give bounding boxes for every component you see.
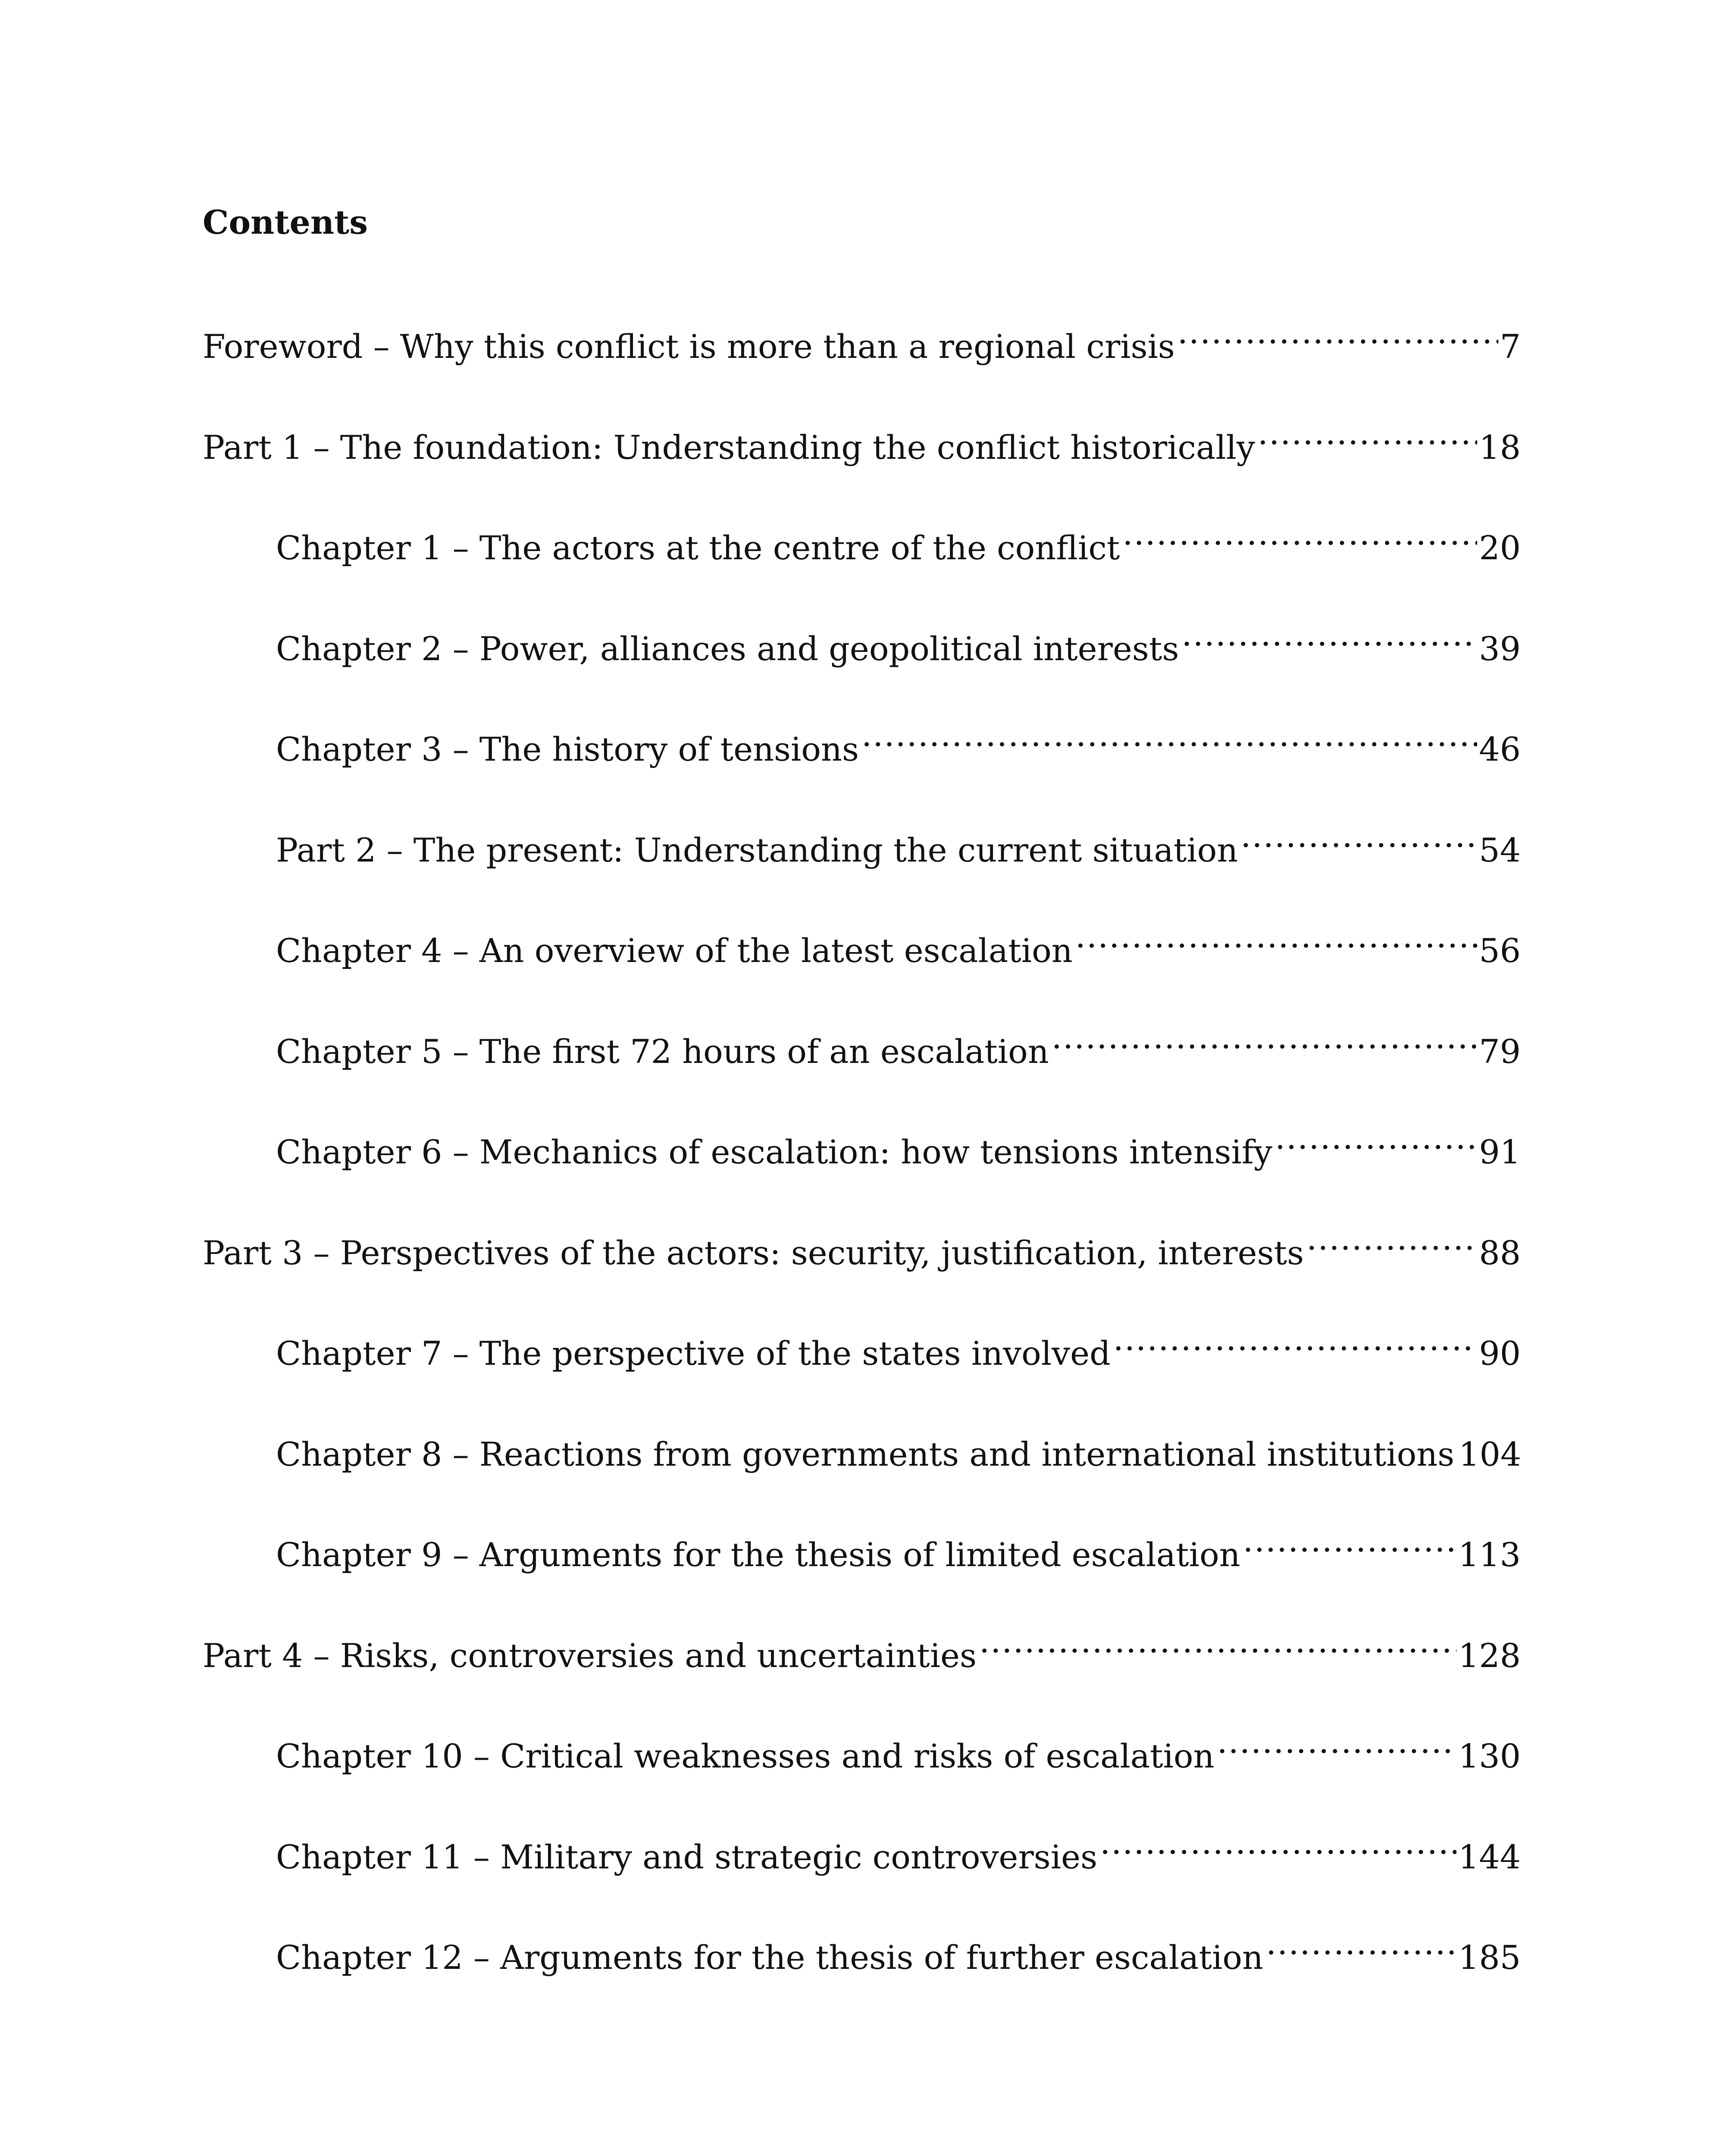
toc-entry-label: Chapter 1 – The actors at the centre of the conflict	[276, 529, 1120, 567]
toc-entry-label: Foreword – Why this conflict is more than a regional crisis	[203, 327, 1175, 366]
toc-entry-label: Chapter 8 – Reactions from governments and international institutions	[276, 1435, 1455, 1473]
toc-entry-label: Chapter 9 – Arguments for the thesis of limited escalation	[276, 1536, 1240, 1574]
dot-leader	[1113, 1313, 1478, 1365]
toc-entry-label: Chapter 4 – An overview of the latest escalation	[276, 931, 1073, 970]
dot-leader	[1178, 306, 1498, 358]
toc-page-number: 144	[1458, 1838, 1521, 1876]
toc-entry[interactable]	[276, 709, 1521, 768]
dot-leader	[1122, 508, 1477, 559]
toc-entry[interactable]	[203, 1213, 1521, 1272]
toc-page-number: 88	[1479, 1234, 1521, 1272]
toc-entry[interactable]	[203, 306, 1521, 366]
toc-entry[interactable]	[276, 1514, 1521, 1574]
toc-entry[interactable]	[203, 407, 1521, 467]
contents-heading: Contents	[203, 203, 368, 241]
toc-entry-label: Chapter 6 – Mechanics of escalation: how tensions intensify	[276, 1133, 1272, 1171]
toc-entry[interactable]	[276, 1112, 1521, 1171]
dot-leader	[1275, 1112, 1477, 1163]
toc-page-number: 7	[1500, 327, 1521, 366]
dot-leader	[1100, 1817, 1456, 1868]
dot-leader	[1075, 910, 1478, 962]
dot-leader	[1266, 1917, 1456, 1969]
toc-page-number: 79	[1479, 1032, 1521, 1071]
toc-entry-label: Chapter 7 – The perspective of the states involved	[276, 1334, 1111, 1373]
toc-entry[interactable]	[276, 1817, 1521, 1876]
toc-entry-label: Chapter 12 – Arguments for the thesis of further escalation	[276, 1938, 1263, 1977]
toc-page-number: 18	[1479, 428, 1521, 467]
toc-entry[interactable]	[203, 1615, 1521, 1675]
toc-entry-label: Chapter 5 – The first 72 hours of an escalation	[276, 1032, 1049, 1071]
dot-leader	[1052, 1011, 1478, 1063]
toc-page-number: 185	[1458, 1938, 1521, 1977]
dot-leader	[1243, 1514, 1456, 1566]
toc-entry-label: Part 4 – Risks, controversies and uncertainties	[203, 1636, 977, 1675]
toc-page-number: 54	[1479, 831, 1521, 869]
toc-page-number: 104	[1459, 1435, 1522, 1473]
toc-entry[interactable]	[276, 1011, 1521, 1071]
toc-entry[interactable]	[276, 1414, 1522, 1473]
toc-page-number: 46	[1479, 730, 1521, 768]
toc-entry[interactable]	[276, 1313, 1521, 1373]
toc-page-number: 130	[1458, 1737, 1521, 1775]
toc-entry[interactable]	[276, 810, 1521, 869]
toc-entry-label: Part 1 – The foundation: Understanding the conflict historically	[203, 428, 1255, 467]
toc-entry-label: Chapter 3 – The history of tensions	[276, 730, 859, 768]
toc-entry-label: Chapter 2 – Power, alliances and geopolitical interests	[276, 630, 1179, 668]
toc-page-number: 91	[1479, 1133, 1521, 1171]
dot-leader	[1217, 1716, 1456, 1767]
dot-leader	[1306, 1213, 1477, 1264]
toc-entry[interactable]	[276, 1917, 1521, 1977]
toc-entry-label: Chapter 10 – Critical weaknesses and risks of escalation	[276, 1737, 1215, 1775]
toc-entry-label: Part 2 – The present: Understanding the current situation	[276, 831, 1238, 869]
dot-leader	[1240, 810, 1477, 862]
toc-entry[interactable]	[276, 910, 1521, 970]
toc-entry[interactable]	[276, 1716, 1521, 1775]
toc-page-number: 113	[1458, 1536, 1521, 1574]
toc-entry-label: Chapter 11 – Military and strategic controversies	[276, 1838, 1097, 1876]
toc-page-number: 39	[1479, 630, 1521, 668]
toc-entry[interactable]	[276, 608, 1521, 668]
toc-page-number: 128	[1458, 1636, 1521, 1675]
dot-leader	[1181, 608, 1477, 660]
toc-entry-label: Part 3 – Perspectives of the actors: security, justification, interests	[203, 1234, 1304, 1272]
dot-leader	[1258, 407, 1477, 459]
toc-page-number: 56	[1479, 931, 1521, 970]
toc-page-number: 20	[1479, 529, 1521, 567]
dot-leader	[861, 709, 1477, 761]
dot-leader	[979, 1615, 1456, 1667]
toc-entry[interactable]	[276, 508, 1521, 567]
toc-page-number: 90	[1479, 1334, 1521, 1373]
